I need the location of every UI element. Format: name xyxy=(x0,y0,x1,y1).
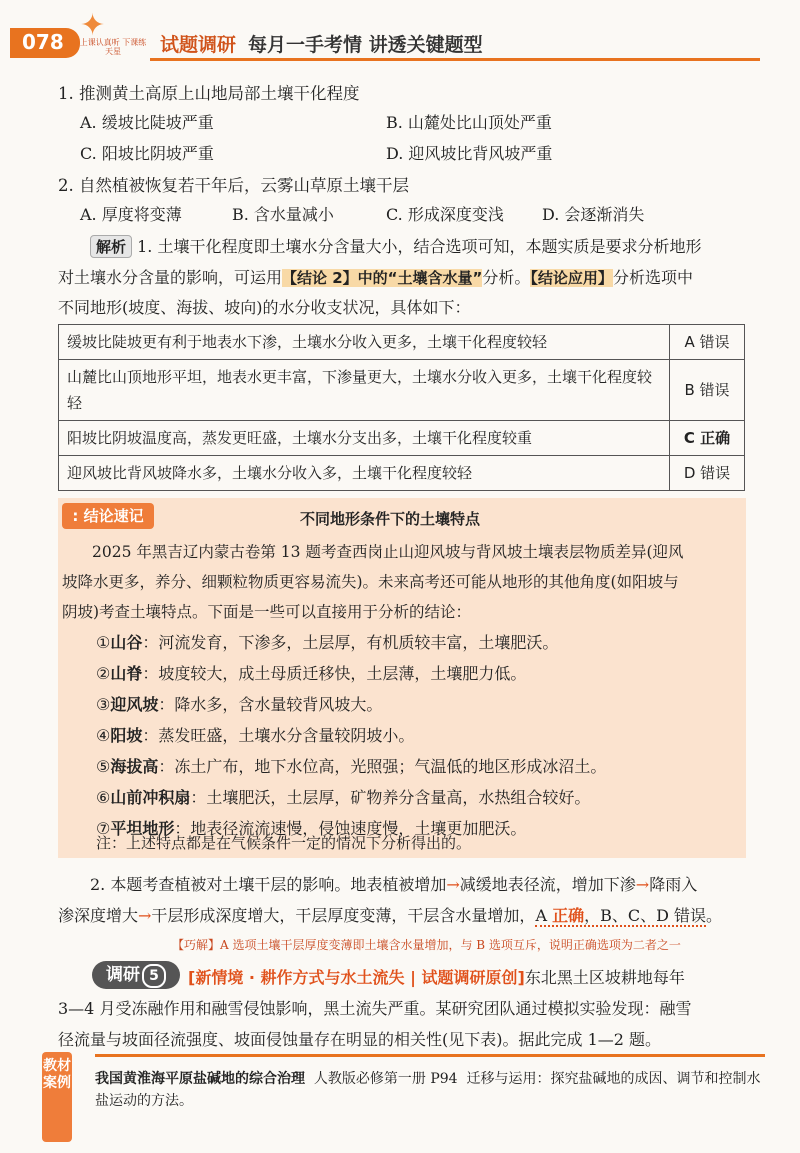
table-row xyxy=(59,360,745,421)
footer-book: 人教版必修第一册 P94 xyxy=(313,1071,458,1087)
conclusion-item: ⑥山前冲积扇：土壤肥沃，土层厚，矿物养分含量高，水热组合较好。 xyxy=(96,788,591,807)
conclusion-2-highlight: 【结论 2】中的“土壤含水量” xyxy=(282,269,483,287)
conclusion-intro-2: 坡降水更多，养分、细颗粒物质更容易流失)。未来高考还可能从地形的其他角度(如阳坡与 xyxy=(62,573,679,591)
research-badge-label: 调研 xyxy=(106,965,140,985)
analysis-label: 解析 xyxy=(90,235,132,258)
table-cell-result: A 错误 xyxy=(670,325,745,360)
analysis-line-3: 不同地形(坡度、海拔、坡向)的水分收支状况，具体如下： xyxy=(58,298,471,317)
conclusion-intro-3: 阴坡)考查土壤特点。下面是一些可以直接用于分析的结论： xyxy=(62,603,472,621)
conclusion-item: ⑦平坦地形：地表径流流速慢，侵蚀速度慢，土壤更加肥沃。 xyxy=(96,819,527,838)
footer-title: 我国黄淮海平原盐碱地的综合治理 xyxy=(95,1071,305,1087)
header-title: 试题调研 xyxy=(160,34,237,56)
question-2: 2. 自然植被恢复若干年后，云雾山草原土壤干层 xyxy=(58,176,409,195)
q2-option-a: A. 厚度将变薄 xyxy=(80,205,182,224)
analysis-text-1: 1. 土壤干化程度即土壤水分含量大小，结合选项可知，本题实质是要求分析地形 xyxy=(137,237,702,256)
q1-option-c: C. 阳坡比阴坡严重 xyxy=(80,144,214,163)
conclusion-item: ⑤海拔高：冻土广布，地下水位高，光照强；气温低的地区形成冰沼土。 xyxy=(96,757,607,776)
q2-option-d: D. 会逐渐消失 xyxy=(542,205,645,224)
answer-underline: A 正确，B、C、D 错误 xyxy=(535,906,707,925)
side-tab: 教材案例 xyxy=(42,1052,72,1142)
conclusion-intro-1: 2025 年黑吉辽内蒙古卷第 13 题考查西岗止山迎风坡与背风坡土壤表层物质差异(迎风 xyxy=(92,543,684,561)
research-line-3: 径流量与坡面径流强度、坡面侵蚀量存在明显的相关性(见下表)。据此完成 1—2 题。 xyxy=(58,1030,662,1049)
conclusion-tag: : 结论速记 xyxy=(62,503,154,529)
research-tag: [新情境 · 耕作方式与水土流失 | 试题调研原创] xyxy=(188,968,525,987)
footer-text xyxy=(95,1068,765,1112)
logo xyxy=(78,8,148,60)
research-badge xyxy=(92,961,180,989)
analysis-text-2b: 分析。 xyxy=(482,268,531,287)
answer-correct: 正确 xyxy=(552,906,585,925)
page-number: 078 xyxy=(22,30,64,54)
research-line-1: [新情境 · 耕作方式与水土流失 | 试题调研原创]东北黑土区坡耕地每年 xyxy=(188,968,685,987)
analysis2-line-1: 2. 本题考查植被对土壤干层的影响。地表植被增加→减缓地表径流，增加下渗→降雨入 xyxy=(90,875,698,894)
footer-desc: 迁移与运用：探究盐碱地的成因、调节和控制水盐运动的方法。 xyxy=(95,1071,761,1109)
table-row xyxy=(59,456,745,491)
page-header xyxy=(0,0,800,62)
logo-text: 上课认真听 下课练天星 xyxy=(79,38,147,56)
analysis-table xyxy=(58,324,745,491)
table-cell-text: 阳坡比阴坡温度高，蒸发更旺盛，土壤水分支出多，土壤干化程度较重 xyxy=(59,421,670,456)
conclusion-item: ①山谷：河流发育，下渗多，土层厚，有机质较丰富，土壤肥沃。 xyxy=(96,633,559,652)
conclusion-tag-label: 结论速记 xyxy=(83,507,144,525)
research-line-2: 3—4 月受冻融作用和融雪侵蚀影响，黑土流失严重。某研究团队通过模拟实验发现：融雪 xyxy=(58,999,692,1018)
conclusion-item: ④阳坡：蒸发旺盛，土壤水分含量较阴坡小。 xyxy=(96,726,415,745)
footer-divider xyxy=(95,1054,765,1057)
arrow-icon: → xyxy=(635,875,650,894)
table-cell-result: D 错误 xyxy=(670,456,745,491)
header-subtitle: 每月一手考情 讲透关键题型 xyxy=(248,34,483,56)
conclusion-item: ③迎风坡：降水多，含水量较背风坡大。 xyxy=(96,695,383,714)
table-row xyxy=(59,421,745,456)
conclusion-item: ②山脊：坡度较大，成土母质迁移快，土层薄，土壤肥力低。 xyxy=(96,664,527,683)
analysis-line-2 xyxy=(58,265,693,288)
table-cell-text: 迎风坡比背风坡降水多，土壤水分收入多，土壤干化程度较轻 xyxy=(59,456,670,491)
conclusion-title: 不同地形条件下的土壤特点 xyxy=(300,510,481,528)
analysis-line-1 xyxy=(90,234,701,258)
q2-option-b: B. 含水量减小 xyxy=(232,205,334,224)
arrow-icon: → xyxy=(446,875,460,894)
arrow-icon: → xyxy=(138,906,152,925)
research-badge-number: 5 xyxy=(142,964,166,988)
conclusion-note: 注：上述特点都是在气候条件一定的情况下分析得出的。 xyxy=(96,834,472,852)
analysis2-line-2: 渗深度增大→干层形成深度增大，干层厚度变薄，干层含水量增加，A 正确，B、C、D 错误。 xyxy=(58,906,723,925)
q2-option-c: C. 形成深度变浅 xyxy=(386,205,504,224)
q1-option-b: B. 山麓处比山顶处严重 xyxy=(386,113,552,132)
header-divider xyxy=(150,58,760,61)
table-cell-text: 山麓比山顶地形平坦，地表水更丰富，下渗量更大，土壤水分收入更多，土壤干化程度较轻 xyxy=(59,360,670,421)
star-icon: ✦ xyxy=(80,8,106,43)
table-cell-result: B 错误 xyxy=(670,360,745,421)
table-cell-text: 缓坡比陡坡更有利于地表水下渗，土壤水分收入更多，土壤干化程度较轻 xyxy=(59,325,670,360)
question-1: 1. 推测黄土高原上山地局部土壤干化程度 xyxy=(58,84,360,103)
tip-note: 【巧解】A 选项土壤干层厚度变薄即土壤含水量增加，与 B 选项互斥，说明正确选项为二者之一 xyxy=(172,938,681,952)
table-row xyxy=(59,325,745,360)
conclusion-apply-highlight: 【结论应用】 xyxy=(530,269,613,287)
table-cell-result: C 正确 xyxy=(670,421,745,456)
q1-option-d: D. 迎风坡比背风坡严重 xyxy=(386,144,553,163)
analysis-text-2c: 分析选项中 xyxy=(612,268,693,287)
analysis-text-2a: 对土壤水分含量的影响，可运用 xyxy=(58,268,283,287)
q1-option-a: A. 缓坡比陡坡严重 xyxy=(80,113,214,132)
